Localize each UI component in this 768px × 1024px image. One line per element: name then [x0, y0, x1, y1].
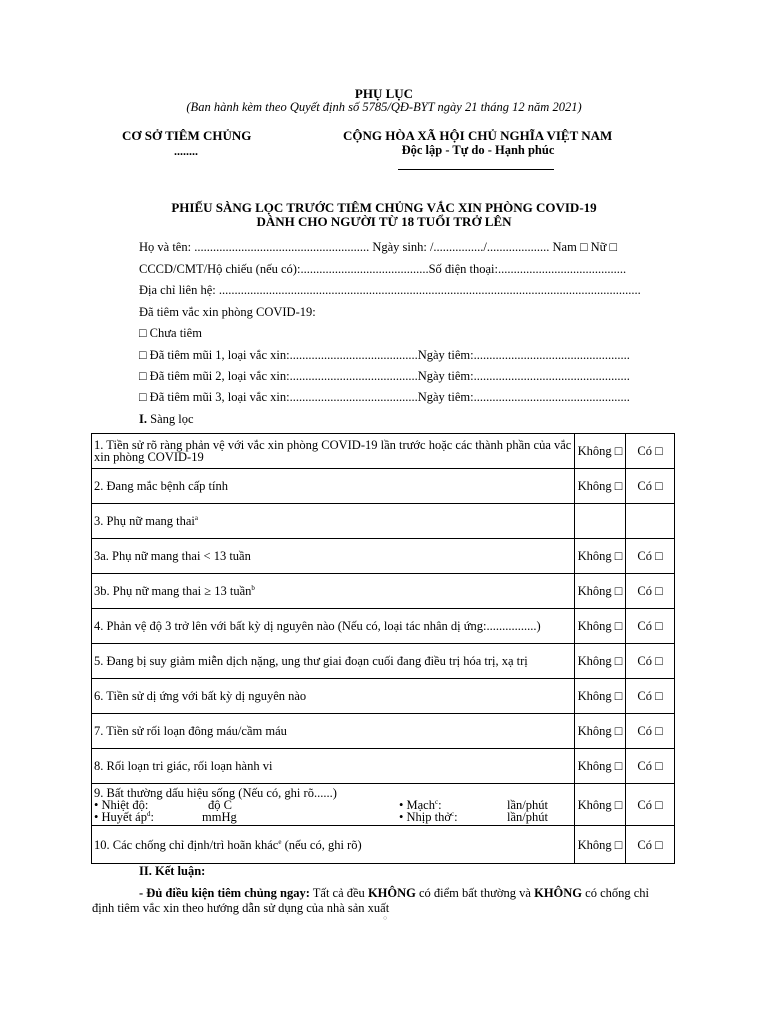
yes-checkbox[interactable]: Có □ — [626, 826, 675, 864]
appendix-subtitle: (Ban hành kèm theo Quyết định số 5785/QĐ-BYT ngày 21 tháng 12 năm 2021) — [186, 100, 582, 114]
respiration-label: • Nhịp thở$^c$: — [399, 809, 458, 824]
no-checkbox[interactable]: Không □ — [575, 784, 626, 826]
conclusion-eligible-line2: định tiêm vắc xin theo hướng dẫn sử dụng của nhà sản xuất — [92, 901, 390, 915]
question-cell: 7. Tiền sử rối loạn đông máu/cầm máu — [92, 714, 575, 749]
question-cell: 4. Phản vệ độ 3 trở lên với bất kỳ dị nguyên nào (Nếu có, loại tác nhân dị ứng:................) — [92, 609, 575, 644]
yes-checkbox[interactable]: Có □ — [626, 539, 675, 574]
table-row-vitals — [92, 784, 675, 826]
table-row — [92, 826, 675, 864]
no-checkbox[interactable]: Không □ — [575, 609, 626, 644]
question-cell: 1. Tiền sử rõ ràng phản vệ với vắc xin phòng COVID-19 lần trước hoặc các thành phần của vắc xin phòng COVID-19 — [92, 434, 575, 469]
question-cell: 6. Tiền sử dị ứng với bất kỳ dị nguyên nào — [92, 679, 575, 714]
table-row — [92, 574, 675, 609]
section-number: I. — [139, 412, 147, 426]
table-row — [92, 539, 675, 574]
form-title-line2: DÀNH CHO NGƯỜI TỪ 18 TUỔI TRỞ LÊN — [256, 214, 512, 229]
question-cell: 3a. Phụ nữ mang thai < 13 tuần — [92, 539, 575, 574]
question-cell: 8. Rối loạn tri giác, rối loạn hành vi — [92, 749, 575, 784]
address-field[interactable]: Địa chỉ liên hệ: ....................................................................................................................................... — [139, 283, 641, 297]
yes-checkbox[interactable]: Có □ — [626, 749, 675, 784]
page-mark-icon: ○ — [383, 914, 388, 922]
empty-cell — [575, 504, 626, 539]
table-row — [92, 434, 675, 469]
yes-checkbox[interactable]: Có □ — [626, 469, 675, 504]
no-checkbox[interactable]: Không □ — [575, 644, 626, 679]
question-cell: 3. Phụ nữ mang thai$^a$ — [92, 504, 575, 539]
yes-checkbox[interactable]: Có □ — [626, 714, 675, 749]
temperature-unit: độ C — [208, 797, 232, 812]
no-checkbox[interactable]: Không □ — [575, 469, 626, 504]
respiration-unit: lần/phút — [507, 809, 548, 824]
yes-checkbox[interactable]: Có □ — [626, 784, 675, 826]
question-cell: 2. Đang mắc bệnh cấp tính — [92, 469, 575, 504]
facility-name: ........ — [174, 144, 198, 158]
question-cell: 3b. Phụ nữ mang thai ≥ 13 tuần$^b$ — [92, 574, 575, 609]
blood-pressure-unit: mmHg — [202, 809, 237, 824]
conclusion-eligible-line1: - Đủ điều kiện tiêm chủng ngay: Tất cả đều KHÔNG có điểm bất thường và KHÔNG có chống chỉ — [139, 886, 650, 900]
vitals-title: 9. Bất thường dấu hiệu sống (Nếu có, ghi rõ......) — [94, 785, 337, 800]
motto-underline — [398, 169, 554, 170]
dose2-field[interactable]: □ Đã tiêm mũi 2, loại vắc xin:.........................................Ngày tiêm:.................................................. — [139, 369, 630, 383]
section-title: Sàng lọc — [147, 412, 194, 426]
section-screening-heading — [139, 412, 194, 427]
no-checkbox[interactable]: Không □ — [575, 539, 626, 574]
country-name: CỘNG HÒA XÃ HỘI CHỦ NGHĨA VIỆT NAM — [343, 128, 613, 143]
vitals-grid — [94, 799, 572, 823]
not-vaccinated-checkbox[interactable]: □ Chưa tiêm — [139, 326, 202, 340]
blood-pressure-label: • Huyết $áp^d$: — [94, 809, 154, 824]
yes-checkbox[interactable]: Có □ — [626, 679, 675, 714]
screening-table — [91, 433, 675, 864]
no-checkbox[interactable]: Không □ — [575, 714, 626, 749]
name-dob-gender-field[interactable]: Họ và tên: ........................................................ Ngày sinh: /................/.................... Nam □ Nữ □ — [139, 240, 618, 254]
dose3-field[interactable]: □ Đã tiêm mũi 3, loại vắc xin:.........................................Ngày tiêm:.................................................. — [139, 390, 630, 404]
yes-checkbox[interactable]: Có □ — [626, 644, 675, 679]
pulse-unit: lần/phút — [507, 797, 548, 812]
pulse-label: • Mạch$^c$: — [399, 797, 442, 812]
table-row — [92, 749, 675, 784]
id-phone-field[interactable]: CCCD/CMT/Hộ chiếu (nếu có):.........................................Số điện thoại:......................................... — [139, 262, 627, 276]
dose1-field[interactable]: □ Đã tiêm mũi 1, loại vắc xin:.........................................Ngày tiêm:.................................................. — [139, 348, 630, 362]
table-row — [92, 679, 675, 714]
temperature-label: • Nhiệt độ: — [94, 797, 149, 812]
yes-checkbox[interactable]: Có □ — [626, 609, 675, 644]
question-cell: 5. Đang bị suy giảm miễn dịch nặng, ung thư giai đoạn cuối đang điều trị hóa trị, xạ trị — [92, 644, 575, 679]
vitals-cell — [92, 784, 575, 826]
table-row — [92, 504, 675, 539]
table-row — [92, 469, 675, 504]
no-checkbox[interactable]: Không □ — [575, 574, 626, 609]
no-checkbox[interactable]: Không □ — [575, 749, 626, 784]
motto: Độc lập - Tự do - Hạnh phúc — [401, 143, 555, 157]
vaccination-history-label: Đã tiêm vắc xin phòng COVID-19: — [139, 305, 316, 319]
facility-label: CƠ SỞ TIÊM CHỦNG — [122, 128, 252, 143]
no-checkbox[interactable]: Không □ — [575, 826, 626, 864]
conclusion-heading: II. Kết luận: — [139, 864, 206, 878]
empty-cell — [626, 504, 675, 539]
no-checkbox[interactable]: Không □ — [575, 679, 626, 714]
table-row — [92, 609, 675, 644]
question-cell: 10. Các chống chỉ định/trì hoãn khác$^e$ (nếu có, ghi rõ) — [92, 826, 575, 864]
yes-checkbox[interactable]: Có □ — [626, 574, 675, 609]
appendix-title: PHỤ LỤC — [354, 86, 414, 101]
no-checkbox[interactable]: Không □ — [575, 434, 626, 469]
table-row — [92, 714, 675, 749]
table-row — [92, 644, 675, 679]
form-title-line1: PHIẾU SÀNG LỌC TRƯỚC TIÊM CHỦNG VẮC XIN PHÒNG COVID-19 — [171, 200, 597, 215]
yes-checkbox[interactable]: Có □ — [626, 434, 675, 469]
